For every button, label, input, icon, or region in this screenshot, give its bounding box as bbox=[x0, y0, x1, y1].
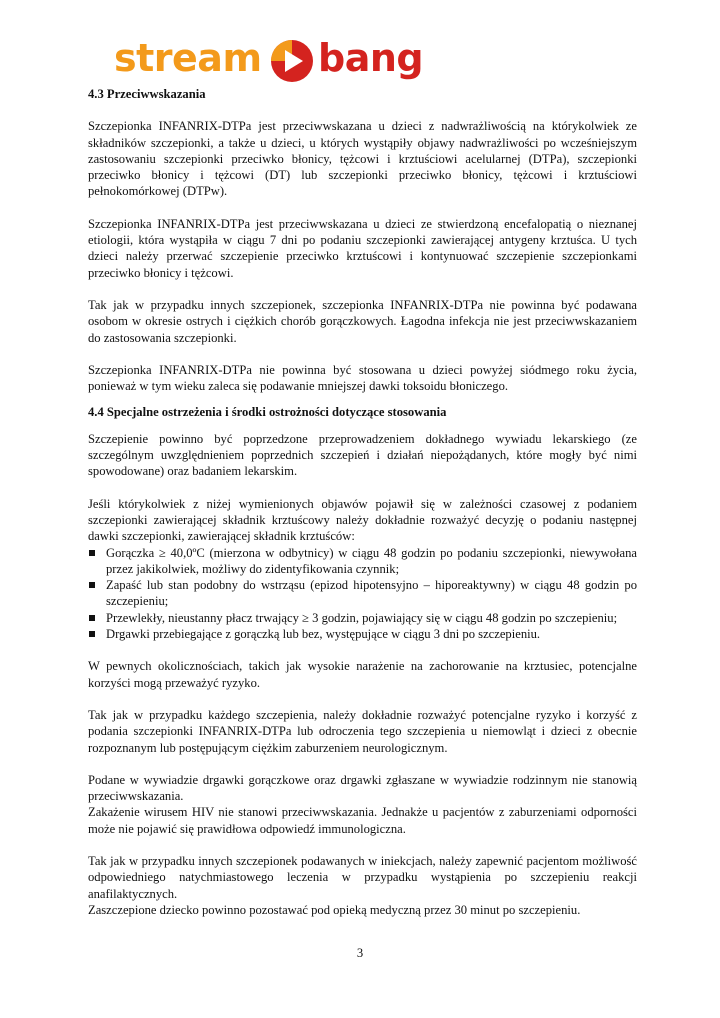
play-icon bbox=[267, 38, 317, 84]
bullet-icon bbox=[89, 631, 95, 637]
paragraph: Szczepienie powinno być poprzedzone przeprowadzeniem dokładnego wywiadu lekarskiego (ze szczególnym uwzględnieniem poprzednich szczepień i działań niepożądanych, które mogły być nimi spowodowane) oraz badaniem lekarskim. bbox=[88, 431, 637, 479]
list-item bbox=[88, 545, 637, 578]
logo-text-stream: stream bbox=[114, 36, 262, 80]
list-item bbox=[88, 626, 637, 642]
section-heading-4-3: 4.3 Przeciwwskazania bbox=[88, 87, 206, 101]
paragraph: Tak jak w przypadku innych szczepionek podawanych w iniekcjach, należy zapewnić pacjentom możliwość odpowiedniego natychmiastowego leczenia w przypadku wystąpienia po szczepieniu reakcji anafilaktycznych. bbox=[88, 853, 637, 901]
paragraph: Podane w wywiadzie drgawki gorączkowe oraz drgawki zgłaszane w wywiadzie rodzinnym nie stanowią przeciwwskazania. bbox=[88, 772, 637, 804]
paragraph: Tak jak w przypadku innych szczepionek, szczepionka INFANRIX-DTPa nie powinna być podawana osobom w okresie ostrych i ciężkich chorób gorączkowych. Łagodna infekcja nie jest przeciwwskazaniem do zastosowania szczepionki. bbox=[88, 297, 637, 345]
paragraph: Jeśli którykolwiek z niżej wymienionych objawów pojawił się w zależności czasowej z podaniem szczepionki zawierającej składnik krztuścowy należy dokładnie rozważyć decyzję o podaniu następnej dawki szczepionki, zawierającej składnik krztuśców: bbox=[88, 496, 637, 544]
page-number: 3 bbox=[356, 946, 364, 960]
bullet-icon bbox=[89, 582, 95, 588]
logo-text-bang: bang bbox=[318, 36, 424, 80]
streambang-logo[interactable] bbox=[114, 36, 424, 84]
paragraph: W pewnych okolicznościach, takich jak wysokie narażenie na zachorowanie na krztusiec, potencjalne korzyści mogą przeważyć ryzyko. bbox=[88, 659, 637, 690]
list-item-text: Przewlekły, nieustanny płacz trwający ≥ 3 godzin, pojawiający się w ciągu 48 godzin po szczepieniu; bbox=[106, 610, 618, 625]
paragraph: Zaszczepione dziecko powinno pozostawać pod opieką medyczną przez 30 minut po szczepieniu. bbox=[88, 902, 581, 917]
paragraph: Szczepionka INFANRIX-DTPa nie powinna być stosowana u dzieci powyżej siódmego roku życia, ponieważ w tym wieku zaleca się podawanie mniejszej dawki toksoidu błoniczego. bbox=[88, 362, 637, 394]
list-item-text: Drgawki przebiegające z gorączką lub bez, występujące w ciągu 3 dni po szczepieniu. bbox=[106, 627, 541, 642]
paragraph: Tak jak w przypadku każdego szczepienia, należy dokładnie rozważyć potencjalne ryzyko i korzyść z podania szczepionki INFANRIX-DTPa lub odroczenia tego szczepienia u niemowląt i dzieci z obecnie rozpoznanym lub postępującym ciężkim zaburzeniem neurologicznym. bbox=[88, 707, 637, 755]
paragraph: Zakażenie wirusem HIV nie stanowi przeciwwskazania. Jednakże u pacjentów z zaburzeniami odporności może nie pojawić się prawidłowa odpowiedź immunologiczna. bbox=[88, 805, 637, 836]
list-item bbox=[88, 610, 637, 626]
paragraph: Szczepionka INFANRIX-DTPa jest przeciwwskazana u dzieci z nadwrażliwością na którykolwiek ze składników szczepionki, a także u dzieci, u których wystąpiły objawy nadwrażliwości po wcześniejszym zastosowaniu szczepionki przeciwko błonicy, tężcowi i krztuściowi acelularnej (DTPa), szczepionki przeciwko błonicy i tężcowi (DT) lub szczepionki przeciwko błonicy, tężcowi i krztuściowi pełnokomórkowej (DTPw). bbox=[88, 119, 637, 199]
bullet-icon bbox=[89, 615, 95, 621]
list-item-text: Zapaść lub stan podobny do wstrząsu (epizod hipotensyjno – hiporeaktywny) w ciągu 48 godzin po szczepieniu; bbox=[106, 578, 637, 609]
document-body bbox=[88, 86, 637, 918]
section-heading-4-4: 4.4 Specjalne ostrzeżenia i środki ostrożności dotyczące stosowania bbox=[88, 405, 447, 420]
list-item bbox=[88, 577, 637, 610]
bullet-icon bbox=[89, 550, 95, 556]
bullet-list bbox=[88, 545, 637, 643]
list-item-text: Gorączka ≥ 40,0ºC (mierzona w odbytnicy) w ciągu 48 godzin po podaniu szczepionki, niewywołana przez jakikolwiek, możliwy do zidentyfikowania czynnik; bbox=[106, 545, 637, 576]
paragraph: Szczepionka INFANRIX-DTPa jest przeciwwskazana u dzieci ze stwierdzoną encefalopatią o nieznanej etiologii, która wystąpiła w ciągu 7 dni po podaniu szczepionki zawierającej antygeny krztuśca. U tych dzieci należy przerwać szczepienie przeciwko krztuścowi i kontynuować szczepienie szczepionkami przeciwko błonicy i tężcowi. bbox=[88, 216, 637, 280]
